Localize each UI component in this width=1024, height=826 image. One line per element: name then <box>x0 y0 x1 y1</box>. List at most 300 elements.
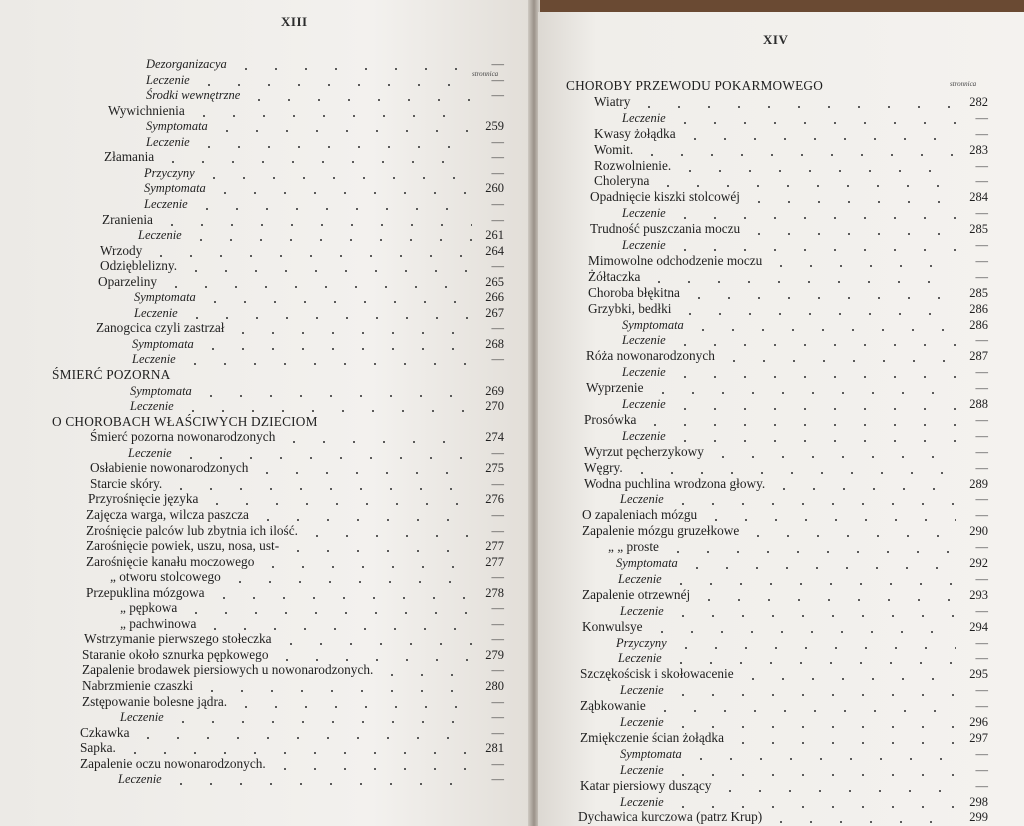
dot-leader <box>668 714 956 730</box>
toc-entry <box>580 778 988 794</box>
toc-page-number: — <box>491 165 504 180</box>
toc-page-number: 268 <box>485 336 504 351</box>
toc-entry-title: Trudność puszczania moczu <box>590 221 741 237</box>
dot-leader <box>675 301 956 317</box>
dot-leader <box>228 320 472 336</box>
toc-entry-title: „ otworu stolcowego <box>110 569 221 585</box>
toc-entry-title: Rozwolnienie. <box>594 157 672 173</box>
dot-leader <box>157 212 472 228</box>
toc-page-number: — <box>975 651 988 666</box>
toc-page-number: — <box>975 238 988 252</box>
toc-entry-title: Starcie skóry. <box>90 475 163 491</box>
toc-page-number: 278 <box>485 585 504 600</box>
dot-leader <box>680 126 956 142</box>
toc-page-number: — <box>975 603 988 618</box>
dot-leader <box>668 491 956 507</box>
dot-leader <box>637 142 956 158</box>
toc-entry-title: Symptomata <box>134 290 196 305</box>
toc-page-number: 289 <box>969 476 988 491</box>
dot-leader <box>682 555 956 571</box>
toc-entry-title: Czkawka <box>80 724 130 740</box>
toc-page-number: 264 <box>485 243 504 258</box>
toc-entry-title: O zapaleniach mózgu <box>582 507 698 523</box>
toc-entry <box>582 619 988 635</box>
toc-entry <box>590 221 988 237</box>
toc-entry <box>620 762 988 778</box>
dot-leader <box>120 740 472 756</box>
toc-entry <box>582 587 988 603</box>
toc-entry <box>622 428 988 444</box>
toc-section-heading <box>52 367 504 383</box>
toc-entry-title: Zapalenie mózgu gruzełkowe <box>582 523 740 539</box>
toc-entry-title: Zapalenie brodawek piersiowych u nowonarodzonych. <box>82 662 374 678</box>
dot-leader <box>663 539 956 555</box>
toc-entry-title: Przyrośnięcie języka <box>88 491 199 507</box>
toc-page-number: — <box>975 174 988 189</box>
toc-page-number: 282 <box>969 94 988 109</box>
dot-leader <box>738 666 956 682</box>
toc-entry <box>594 142 988 158</box>
toc-entry <box>622 237 988 253</box>
toc-page-number: 259 <box>485 119 504 134</box>
dot-leader <box>133 725 472 741</box>
toc-entry <box>138 227 504 243</box>
toc-entry-title: ŚMIERĆ POZORNA <box>52 367 171 382</box>
dot-leader <box>178 398 472 414</box>
toc-entry <box>588 269 988 285</box>
toc-entry-title: Zajęcza warga, wilcza paszcza <box>86 506 249 522</box>
toc-page-number: 280 <box>485 679 504 693</box>
toc-page-number: — <box>491 321 504 336</box>
toc-entry <box>616 635 988 651</box>
toc-entry-title: Leczenie <box>622 110 666 125</box>
toc-entry <box>608 539 988 555</box>
toc-entry-title: Leczenie <box>118 772 162 787</box>
toc-entry-title: Nabrzmienie czaszki <box>82 678 194 693</box>
toc-entry <box>584 412 988 428</box>
toc-entry-title: Zarośnięcie powiek, uszu, nosa, ust- <box>86 538 280 554</box>
toc-entry <box>132 336 504 352</box>
toc-entry-title: Wyprzenie <box>586 380 644 396</box>
toc-page-number: — <box>975 412 988 427</box>
toc-page-number: 299 <box>969 810 988 825</box>
toc-entry <box>86 523 504 539</box>
toc-page-number: — <box>491 632 504 647</box>
toc-entry-title: Odzięblelizny. <box>100 258 178 274</box>
dot-leader <box>668 682 956 698</box>
toc-page-number: — <box>491 476 504 491</box>
toc-entry-title: Leczenie <box>622 365 666 380</box>
toc-page-number: 284 <box>969 190 988 205</box>
toc-entry-title: Leczenie <box>138 228 182 243</box>
column-header-right: stronnica <box>950 80 977 88</box>
toc-section-heading <box>52 414 504 430</box>
toc-page-number: 288 <box>969 397 988 411</box>
toc-entry-title: Leczenie <box>620 715 664 729</box>
toc-page-number: — <box>975 571 988 586</box>
toc-entry <box>90 460 504 476</box>
toc-page-number: 276 <box>485 492 504 507</box>
toc-entry-title: Zranienia <box>102 211 153 227</box>
toc-entry-title: Szczękościsk i skołowacenie <box>580 666 734 682</box>
toc-entry-title: Ząbkowanie <box>580 698 646 714</box>
dot-leader <box>200 289 472 305</box>
dot-leader <box>176 445 472 461</box>
toc-entry-title: O CHOROBACH WŁAŚCIWYCH DZIECIOM <box>52 413 318 429</box>
dot-leader <box>650 698 956 714</box>
toc-page-number: 283 <box>969 142 988 157</box>
dot-leader <box>194 134 472 150</box>
dot-leader <box>701 507 956 523</box>
toc-page-number: — <box>975 762 988 777</box>
toc-entry <box>594 158 988 174</box>
toc-entry <box>588 301 988 317</box>
toc-entry-title: Osłabienie nowonarodzonych <box>90 460 249 476</box>
toc-entry-title: Grzybki, bedłki <box>588 300 672 316</box>
toc-entry-title: Wiatry <box>594 93 631 109</box>
toc-page-number: 285 <box>969 222 988 237</box>
dot-leader <box>166 476 472 492</box>
toc-page-number: — <box>491 72 504 87</box>
toc-page-number: 269 <box>485 383 504 398</box>
dot-leader <box>252 460 472 476</box>
toc-page-number: — <box>975 635 988 650</box>
toc-entry-title: Leczenie <box>620 492 664 507</box>
dot-leader <box>648 380 956 396</box>
toc-page-number: — <box>491 196 504 211</box>
toc-entry-title: Mimowolne odchodzenie moczu <box>588 252 763 268</box>
toc-page-number: 270 <box>485 399 504 414</box>
toc-page-number: — <box>975 110 988 125</box>
toc-page-number: — <box>975 126 988 141</box>
toc-page-number: — <box>491 445 504 460</box>
toc-entry-title: Żółtaczka <box>588 268 641 284</box>
toc-entry <box>620 682 988 698</box>
toc-page-number: — <box>975 333 988 348</box>
toc-entry <box>616 555 988 571</box>
toc-entry-title: Leczenie <box>620 683 664 698</box>
dot-leader <box>186 227 472 243</box>
toc-page-number: 277 <box>485 554 504 569</box>
dot-leader <box>161 274 472 290</box>
toc-entry <box>622 317 988 333</box>
toc-entry <box>120 616 504 632</box>
dot-leader <box>743 523 956 539</box>
toc-entry-title: Zstępowanie bolesne jądra. <box>82 693 228 709</box>
toc-entry <box>594 94 988 110</box>
toc-entry-title: Leczenie <box>134 305 178 320</box>
toc-entry-title: „ pachwinowa <box>120 615 197 631</box>
toc-entry-title: Sapka. <box>80 740 116 756</box>
toc-entry-title: Przepuklina mózgowa <box>86 584 205 600</box>
page-number-left: XIII <box>281 14 308 29</box>
dot-leader <box>671 635 956 651</box>
toc-entry <box>90 476 504 492</box>
toc-entry <box>580 698 988 714</box>
toc-page-number: 285 <box>969 285 988 300</box>
toc-page-number: — <box>975 428 988 443</box>
right-page <box>538 12 1024 826</box>
dot-leader <box>647 619 956 635</box>
dot-leader <box>198 336 472 352</box>
toc-page-number: — <box>491 259 504 274</box>
toc-page-number: — <box>491 57 504 71</box>
toc-entry <box>120 600 504 616</box>
toc-entry <box>620 491 988 507</box>
dot-leader <box>675 158 956 174</box>
toc-page-number: — <box>491 352 504 367</box>
toc-entry-title: CHOROBY PRZEWODU POKARMOWEGO <box>566 78 824 93</box>
dot-leader <box>192 196 472 212</box>
toc-entry <box>590 189 988 205</box>
toc-entry-title: Śmierć pozorna nowonarodzonych <box>90 429 276 445</box>
dot-leader <box>270 756 472 772</box>
toc-entry-title: Dezorganizacya <box>146 57 227 71</box>
dot-leader <box>197 678 472 694</box>
toc-entry <box>620 794 988 810</box>
toc-page-number: 275 <box>485 461 504 476</box>
toc-entry <box>98 274 504 290</box>
toc-entry <box>82 647 504 663</box>
toc-entry <box>584 460 988 476</box>
toc-entry-title: Przyczyny <box>144 165 195 180</box>
toc-entry <box>620 603 988 619</box>
toc-entry <box>146 87 504 103</box>
toc-page-number: — <box>491 523 504 538</box>
toc-entry <box>108 103 504 119</box>
toc-entry-title: Leczenie <box>622 206 666 221</box>
dot-leader <box>272 647 472 663</box>
toc-entry <box>86 507 504 523</box>
toc-entry <box>146 72 504 88</box>
toc-page-number: 292 <box>969 556 988 570</box>
toc-entry-title: Leczenie <box>128 445 172 460</box>
toc-entry-title: Zanogcica czyli zastrzał <box>96 320 225 336</box>
toc-page-number: 298 <box>969 794 988 809</box>
toc-entry-title: Leczenie <box>144 196 188 211</box>
toc-page-number: — <box>491 616 504 631</box>
dot-leader <box>666 650 956 666</box>
toc-page-number: — <box>491 694 504 709</box>
dot-leader <box>200 616 472 632</box>
dot-leader <box>182 305 472 321</box>
toc-page-number: — <box>491 507 504 522</box>
toc-entry-title: „ pępkowa <box>120 600 178 616</box>
dot-leader <box>670 237 956 253</box>
toc-entry <box>586 380 988 396</box>
toc-entry <box>90 429 504 445</box>
dot-leader <box>231 694 472 710</box>
toc-page-number: — <box>975 746 988 761</box>
toc-page-number: 265 <box>485 274 504 289</box>
toc-entry <box>622 332 988 348</box>
toc-entry <box>144 180 504 196</box>
toc-page-number: — <box>975 253 988 268</box>
dot-leader <box>640 412 956 428</box>
toc-entry <box>588 253 988 269</box>
dot-leader <box>181 258 472 274</box>
dot-leader <box>210 180 472 196</box>
toc-page-number: 267 <box>485 305 504 320</box>
toc-section-heading <box>566 78 988 94</box>
dot-leader <box>202 491 472 507</box>
toc-entry <box>128 445 504 461</box>
dot-leader <box>766 809 956 825</box>
dot-leader <box>194 72 472 88</box>
toc-entry <box>130 398 504 414</box>
dot-leader <box>168 709 472 725</box>
dot-leader <box>666 571 956 587</box>
toc-page-number: — <box>491 150 504 165</box>
toc-entry <box>130 383 504 399</box>
toc-page-number: — <box>491 88 504 103</box>
toc-entry-title: Womit. <box>594 141 634 157</box>
toc-page-number: 260 <box>485 181 504 196</box>
toc-entry <box>582 523 988 539</box>
toc-entry-title: Symptomata <box>130 383 192 398</box>
toc-page-number: 266 <box>485 290 504 305</box>
toc-entry <box>82 662 504 678</box>
page-number-right: XIV <box>763 32 789 47</box>
dot-leader <box>668 762 956 778</box>
toc-entry <box>584 476 988 492</box>
toc-entry-title: Staranie około sznurka pępkowego <box>82 646 269 662</box>
toc-entry-title: Leczenie <box>146 72 190 87</box>
toc-page-number: — <box>975 381 988 396</box>
dot-leader <box>244 87 472 103</box>
toc-entry-title: Leczenie <box>146 134 190 149</box>
toc-page-number: — <box>975 444 988 459</box>
toc-entry <box>620 746 988 762</box>
dot-leader <box>283 538 472 554</box>
toc-entry <box>132 351 504 367</box>
toc-page-number: — <box>975 778 988 793</box>
toc-entry <box>144 196 504 212</box>
toc-page-number: — <box>491 134 504 149</box>
toc-page-number: 281 <box>485 741 504 756</box>
toc-entry <box>86 585 504 601</box>
dot-leader <box>634 94 956 110</box>
toc-page-number: — <box>975 269 988 284</box>
toc-page-number: — <box>975 206 988 221</box>
toc-entry <box>580 730 988 746</box>
dot-leader <box>670 110 956 126</box>
toc-page-number: 290 <box>969 524 988 539</box>
toc-page-number: — <box>491 212 504 227</box>
dot-leader <box>158 149 472 165</box>
dot-leader <box>744 221 956 237</box>
toc-entry <box>104 149 504 165</box>
toc-entry <box>622 110 988 126</box>
toc-entry-title: Symptomata <box>132 336 194 351</box>
toc-entry-title: Symptomata <box>622 317 684 332</box>
dot-leader <box>694 587 956 603</box>
toc-entry <box>84 631 504 647</box>
toc-page-number: — <box>491 725 504 740</box>
toc-entry <box>620 714 988 730</box>
column-header-left: stronnica <box>472 70 499 78</box>
toc-page-number: — <box>491 756 504 771</box>
toc-entry <box>82 678 504 694</box>
dot-leader <box>279 429 472 445</box>
toc-entry-title: Symptomata <box>146 119 208 134</box>
toc-page-number: 297 <box>969 730 988 745</box>
dot-leader <box>686 746 956 762</box>
dot-leader <box>209 585 472 601</box>
toc-entry-title: Leczenie <box>620 762 664 777</box>
toc-page-number: 286 <box>969 301 988 316</box>
toc-page-number: 293 <box>969 587 988 602</box>
toc-page-number: — <box>975 540 988 555</box>
toc-page-number: 286 <box>969 317 988 332</box>
dot-leader <box>715 778 956 794</box>
toc-entry-title: Złamania <box>104 149 155 165</box>
toc-page-number: 279 <box>485 647 504 662</box>
toc-page-number: 296 <box>969 715 988 729</box>
toc-entry-title: Leczenie <box>620 794 664 809</box>
toc-entry <box>80 756 504 772</box>
dot-leader <box>719 348 956 364</box>
dot-leader <box>231 56 472 72</box>
toc-entry <box>88 491 504 507</box>
dot-leader <box>189 103 472 119</box>
dot-leader <box>769 476 956 492</box>
toc-page-number: — <box>491 601 504 616</box>
toc-page-number: 295 <box>969 667 988 682</box>
dot-leader <box>180 351 472 367</box>
toc-entry-title: Leczenie <box>620 603 664 618</box>
dot-leader <box>181 600 472 616</box>
toc-entry-title: Wodna puchlina wrodzona głowy. <box>584 475 766 491</box>
toc-page-number: 287 <box>969 349 988 364</box>
toc-page-number: — <box>975 158 988 173</box>
toc-entry-title: Leczenie <box>622 333 666 348</box>
toc-entry-title: Zapalenie otrzewnéj <box>582 586 691 602</box>
toc-entry-title: Prosówka <box>584 411 637 427</box>
dot-leader <box>653 173 956 189</box>
toc-entry-title: Symptomata <box>616 556 678 570</box>
toc-entry-title: Wstrzymanie pierwszego stołeczka <box>84 631 272 647</box>
dot-leader <box>766 253 956 269</box>
toc-entry <box>146 56 504 72</box>
toc-entry <box>86 554 504 570</box>
toc-entry-title: Leczenie <box>132 352 176 367</box>
dot-leader <box>302 523 472 539</box>
toc-entry-title: Symptomata <box>620 746 682 761</box>
toc-entry-title: Leczenie <box>618 571 662 586</box>
dot-leader <box>744 189 956 205</box>
toc-entry-title: Środki wewnętrzne <box>146 88 241 103</box>
dot-leader <box>688 317 956 333</box>
toc-entry <box>100 243 504 259</box>
toc-entry <box>110 569 504 585</box>
toc-entry-title: Choleryna <box>594 173 650 189</box>
dot-leader <box>708 444 956 460</box>
toc-entry-title: Choroba błękitna <box>588 284 680 300</box>
toc-entry-title: Wrzody <box>100 242 143 258</box>
toc-entry-title: Zarośnięcie kanału moczowego <box>86 553 255 569</box>
dot-leader <box>377 662 472 678</box>
dot-leader <box>670 332 956 348</box>
toc-entry <box>582 507 988 523</box>
toc-entry-title: Zmiękczenie ścian żołądka <box>580 729 724 745</box>
toc-page-number: — <box>491 772 504 787</box>
toc-entry-title: Węgry. <box>584 459 623 475</box>
toc-entry <box>622 396 988 412</box>
toc-entry-title: Przyczyny <box>616 635 667 650</box>
toc-entry <box>118 771 504 787</box>
toc-entry-title: Opadnięcie kiszki stolcowéj <box>590 189 740 205</box>
